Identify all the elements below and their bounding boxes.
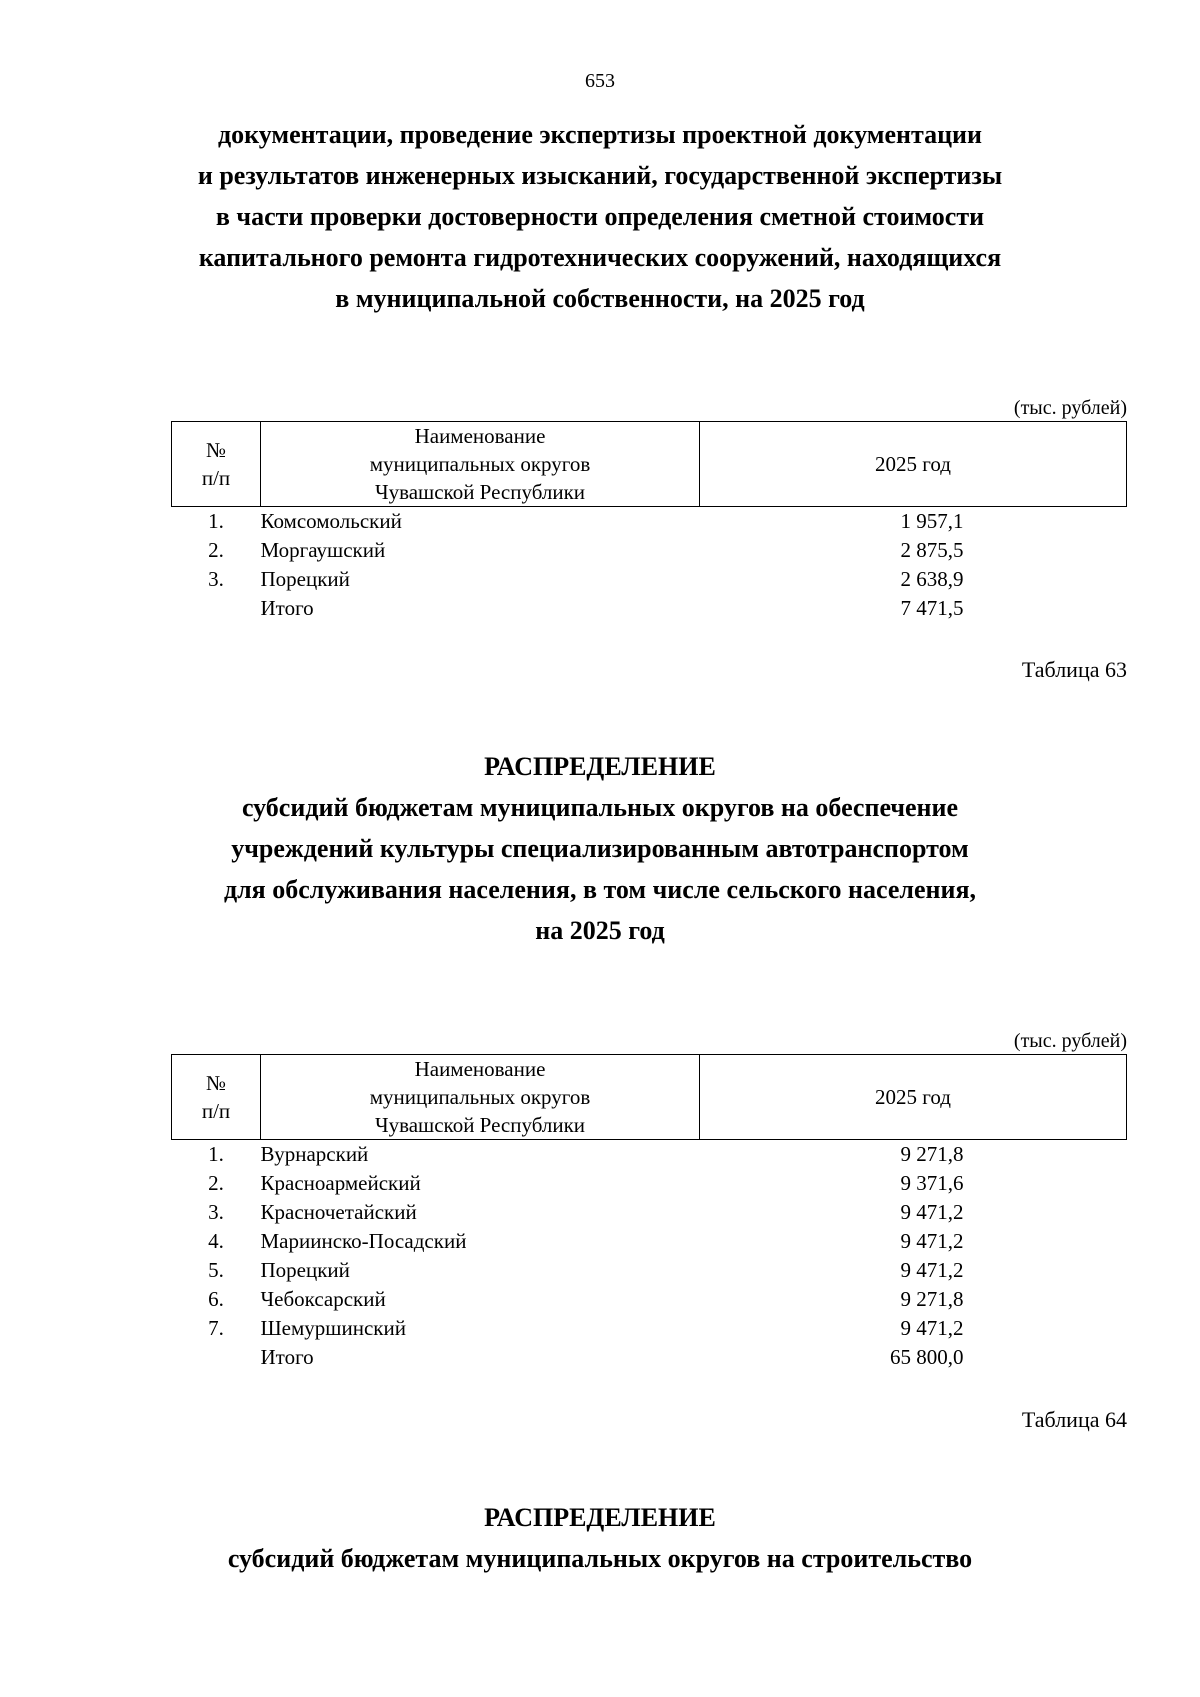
table-row [172, 1140, 1127, 1170]
row-name: Итого [260, 1345, 314, 1369]
row-value-text: 9 471,2 [900, 1258, 964, 1282]
table-row [172, 536, 1127, 565]
table-row [172, 565, 1127, 594]
units-note: (тыс. рублей) [1013, 397, 1127, 419]
row-value-text: 9 271,8 [900, 1287, 964, 1311]
table-total-row [172, 1343, 1127, 1372]
table-total-row [172, 594, 1127, 623]
header-number [172, 422, 261, 507]
row-number: 2. [208, 538, 224, 562]
header-name-line: Наименование [414, 1057, 546, 1081]
row-name: Порецкий [260, 1258, 350, 1282]
header-name [261, 1055, 700, 1140]
row-value [700, 1343, 1127, 1372]
header-name [261, 422, 700, 507]
heading-line: субсидий бюджетам муниципальных округов на обеспечение [241, 793, 959, 822]
row-value-text: 9 271,8 [900, 1142, 964, 1166]
row-value [700, 565, 1127, 594]
row-number [172, 594, 261, 623]
header-name-line: Чувашской Республики [374, 1113, 586, 1137]
header-year-line: 2025 год [875, 1085, 951, 1109]
table-row [172, 1198, 1127, 1227]
table-row [172, 1169, 1127, 1198]
header-year-line: 2025 год [875, 452, 951, 476]
row-value [700, 1169, 1127, 1198]
row-number: 1. [208, 509, 224, 533]
row-number: 1. [208, 1142, 224, 1166]
heading-line: в муниципальной собственности, на 2025 год [335, 284, 865, 313]
table-63-label: Таблица 63 [1021, 657, 1127, 682]
row-value-text: 7 471,5 [900, 596, 964, 620]
heading-title: РАСПРЕДЕЛЕНИЕ [484, 752, 716, 781]
table-64-heading [0, 1497, 1200, 1579]
header-number-line: № [205, 1071, 227, 1095]
table-63-heading [0, 746, 1200, 951]
table-row [172, 1285, 1127, 1314]
row-value-text: 2 638,9 [900, 567, 964, 591]
row-value [700, 594, 1127, 623]
row-name: Вурнарский [260, 1142, 369, 1166]
units-note: (тыс. рублей) [1013, 1030, 1127, 1052]
table-header-row [172, 1055, 1127, 1140]
header-name-line: муниципальных округов [369, 452, 591, 476]
row-name: Чебоксарский [260, 1287, 386, 1311]
page-number: 653 [585, 70, 615, 92]
row-number: 6. [208, 1287, 224, 1311]
header-name-line: Чувашской Республики [374, 480, 586, 504]
row-value-text: 9 371,6 [900, 1171, 964, 1195]
row-name: Комсомольский [260, 509, 402, 533]
row-name: Красночетайский [260, 1200, 417, 1224]
row-value [700, 507, 1127, 537]
row-number [172, 1343, 261, 1372]
row-name: Итого [260, 596, 314, 620]
heading-line: документации, проведение экспертизы проектной документации [217, 120, 983, 149]
row-name: Шемуршинский [260, 1316, 406, 1340]
table-row [172, 1256, 1127, 1285]
row-value-text: 9 471,2 [900, 1200, 964, 1224]
heading-line: и результатов инженерных изысканий, государственной экспертизы [197, 161, 1003, 190]
table-row [172, 1314, 1127, 1343]
row-value-text: 1 957,1 [900, 509, 964, 533]
table-row [172, 507, 1127, 537]
row-number: 7. [208, 1316, 224, 1340]
row-value [700, 1285, 1127, 1314]
row-number: 2. [208, 1171, 224, 1195]
header-number [172, 1055, 261, 1140]
header-name-line: Наименование [414, 424, 546, 448]
row-value [700, 1314, 1127, 1343]
row-number: 4. [208, 1229, 224, 1253]
header-name-line: муниципальных округов [369, 1085, 591, 1109]
header-number-line: п/п [201, 466, 231, 490]
heading-line: учреждений культуры специализированным автотранспортом [231, 834, 969, 863]
heading-line: капитального ремонта гидротехнических сооружений, находящихся [198, 243, 1002, 272]
row-name: Моргаушский [260, 538, 386, 562]
row-value-text: 9 471,2 [900, 1229, 964, 1253]
heading-line: субсидий бюджетам муниципальных округов на строительство [227, 1544, 973, 1573]
distribution-table-63 [171, 1054, 1127, 1372]
row-name: Красноармейский [260, 1171, 421, 1195]
header-year [700, 1055, 1127, 1140]
header-number-line: п/п [201, 1099, 231, 1123]
row-value-text: 2 875,5 [900, 538, 964, 562]
row-value [700, 1198, 1127, 1227]
row-number: 3. [208, 1200, 224, 1224]
intro-heading [0, 114, 1200, 319]
row-name: Мариинско-Посадский [260, 1229, 467, 1253]
heading-title: РАСПРЕДЕЛЕНИЕ [484, 1503, 716, 1532]
table-64-label: Таблица 64 [1021, 1407, 1127, 1432]
row-value [700, 536, 1127, 565]
row-value [700, 1227, 1127, 1256]
row-number: 5. [208, 1258, 224, 1282]
row-number: 3. [208, 567, 224, 591]
row-value [700, 1140, 1127, 1170]
distribution-table-1 [171, 421, 1127, 623]
table-row [172, 1227, 1127, 1256]
heading-line: для обслуживания населения, в том числе сельского населения, [223, 875, 977, 904]
row-value [700, 1256, 1127, 1285]
heading-line: на 2025 год [535, 916, 665, 945]
table-header-row [172, 422, 1127, 507]
row-value-text: 9 471,2 [900, 1316, 964, 1340]
row-name: Порецкий [260, 567, 350, 591]
header-year [700, 422, 1127, 507]
row-value-text: 65 800,0 [890, 1345, 964, 1369]
heading-line: в части проверки достоверности определения сметной стоимости [215, 202, 985, 231]
header-number-line: № [205, 438, 227, 462]
